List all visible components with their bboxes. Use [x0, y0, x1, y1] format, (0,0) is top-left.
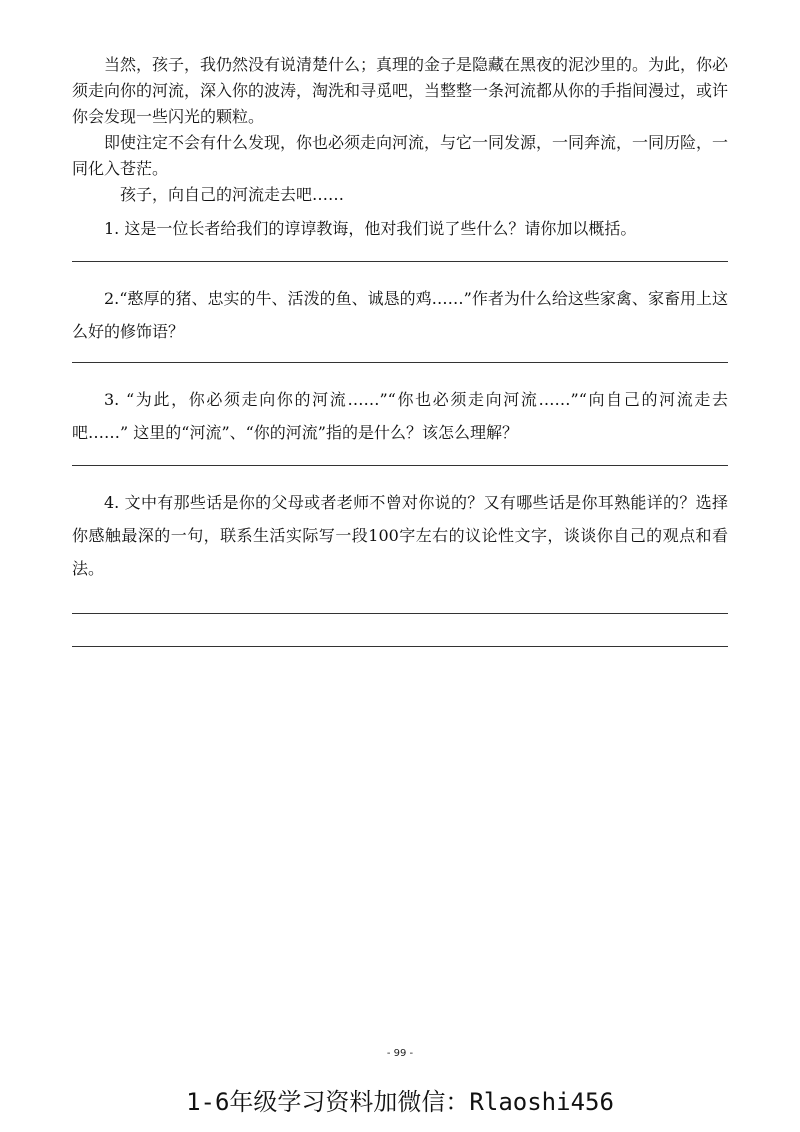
page-number: - 99 - [386, 1048, 414, 1059]
question-2: 2.“憨厚的猪、忠实的牛、活泼的鱼、诚恳的鸡……”作者为什么给这些家禽、家畜用上这么好的修饰语？ [72, 289, 728, 341]
question-3: 3. “为此，你必须走向你的河流……”“你也必须走向河流……”“向自己的河流走去吧……” 这里的“河流”、“你的河流”指的是什么？该怎么理解？ [72, 390, 728, 442]
question-1: 1. 这是一位长者给我们的谆谆教诲，他对我们说了些什么？请你加以概括。 [104, 219, 637, 238]
passage-paragraph-1: 当然，孩子，我仍然没有说清楚什么；真理的金子是隐藏在黑夜的泥沙里的。为此，你必须走向你的河流，深入你的波涛，淘洗和寻觅吧，当整整一条河流都从你的手指间漫过，或许你会发现一些闪光的颗粒。 [72, 55, 729, 126]
answer-line-4b [72, 646, 728, 647]
passage-paragraph-2: 即使注定不会有什么发现，你也必须走向河流，与它一同发源，一同奔流，一同历险，一同化入苍茫。 [72, 133, 729, 178]
passage-paragraph-3: 孩子，向自己的河流走去吧…… [120, 185, 345, 204]
footer-note: 1-6年级学习资料加微信：Rlaoshi456 [186, 1088, 614, 1116]
question-4: 4. 文中有那些话是你的父母或者老师不曾对你说的？又有哪些话是你耳熟能详的？选择你感触最深的一句，联系生活实际写一段100字左右的议论性文字，谈谈你自己的观点和看法。 [72, 493, 728, 578]
document-body [72, 52, 728, 647]
